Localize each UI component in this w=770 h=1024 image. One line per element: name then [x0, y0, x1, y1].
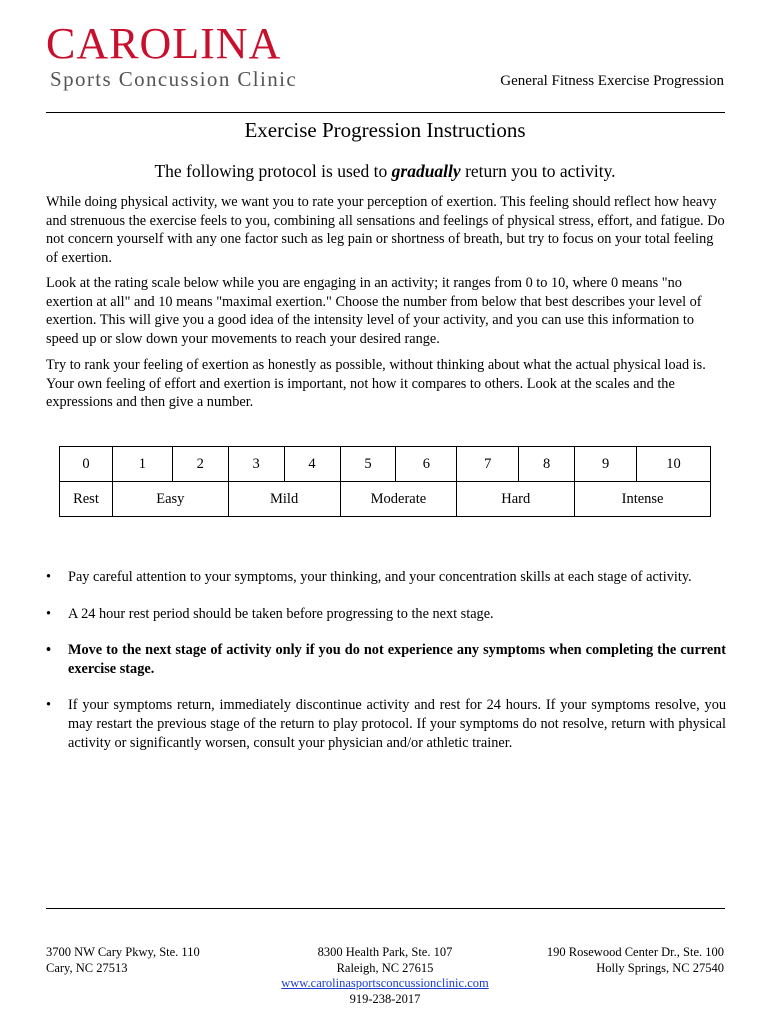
- scale-number: 3: [228, 447, 284, 482]
- address-line: Cary, NC 27513: [46, 960, 128, 975]
- scale-number: 1: [112, 447, 172, 482]
- footer-divider: [46, 908, 725, 909]
- subtitle-emphasis: gradually: [391, 161, 461, 181]
- list-item-text: A 24 hour rest period should be taken before progressing to the next stage.: [68, 605, 494, 622]
- paragraph-rating-scale: Look at the rating scale below while you are engaging in an activity; it ranges from 0 to 10, where 0 means "no exertion at all" and 10 means "maximal exertion." Choose the number from below that best describes your level of exertion. This will give you a good idea of the intensity level of your activity, and you can use this information to speed up or slow down your movements to reach your desired range.: [46, 275, 702, 347]
- scale-label: Moderate: [340, 482, 457, 517]
- clinic-logo: [46, 19, 298, 91]
- footer-address-holly-springs: [547, 945, 724, 976]
- list-item: [46, 605, 726, 624]
- paragraph-honesty: Try to rank your feeling of exertion as honestly as possible, without thinking about what the actual physical load is. Your own feeling of effort and exertion is important, not how it compares to others. Look at the scales and the expressions and then give a number.: [46, 357, 706, 411]
- page-title: Exercise Progression Instructions: [244, 118, 526, 142]
- scale-number: 7: [457, 447, 519, 482]
- address-line: 3700 NW Cary Pkwy, Ste. 110: [46, 945, 200, 959]
- bullet-icon: •: [46, 642, 52, 659]
- list-item: [46, 641, 726, 678]
- address-line: Holly Springs, NC 27540: [596, 960, 724, 975]
- exertion-scale-table: [59, 446, 711, 517]
- scale-number: 5: [340, 447, 396, 482]
- address-line: 8300 Health Park, Ste. 107: [317, 945, 453, 959]
- instruction-list: [46, 568, 726, 770]
- subtitle-post: return you to activity.: [460, 161, 616, 181]
- bullet-icon: •: [46, 569, 52, 585]
- list-item-text: If your symptoms return, immediately discontinue activity and rest for 24 hours. If your symptoms resolve, you may restart the previous stage of the return to play protocol. If your symptoms do not resolve, return with physical activity or significantly worsen, consult your physician and/or athletic trainer.: [68, 697, 726, 751]
- scale-number: 2: [172, 447, 228, 482]
- website-link[interactable]: www.carolinasportsconcussionclinic.com: [281, 976, 489, 990]
- bullet-icon: •: [46, 697, 52, 714]
- list-item: [46, 568, 726, 587]
- list-item: [46, 696, 726, 752]
- logo-subtitle: Sports Concussion Clinic: [50, 67, 298, 91]
- scale-number: 10: [637, 447, 711, 482]
- scale-label-row: [60, 482, 711, 517]
- scale-label: Easy: [112, 482, 228, 517]
- phone-number: 919-238-2017: [349, 991, 421, 1006]
- scale-label: Rest: [60, 482, 113, 517]
- scale-label: Intense: [575, 482, 711, 517]
- list-item-text: Pay careful attention to your symptoms, your thinking, and your concentration skills at each stage of activity.: [68, 569, 692, 585]
- logo-name: CAROLINA: [46, 19, 282, 68]
- subtitle-pre: The following protocol is used to: [154, 161, 392, 181]
- scale-label: Mild: [228, 482, 340, 517]
- bullet-icon: •: [46, 605, 52, 622]
- paragraph-perception: While doing physical activity, we want you to rate your perception of exertion. This feeling should reflect how heavy and strenuous the exercise feels to you, combining all sensations and feelings of physical stress, effort, and fatigue. Do not concern yourself with any one factor such as leg pain or shortness of breath, but try to focus on your total feeling of exertion.: [46, 194, 725, 266]
- scale-number: 4: [284, 447, 340, 482]
- scale-number: 0: [60, 447, 113, 482]
- header-divider: [46, 112, 725, 113]
- scale-label: Hard: [457, 482, 575, 517]
- scale-number: 9: [575, 447, 637, 482]
- page-subtitle: [0, 161, 770, 182]
- scale-number: 6: [396, 447, 457, 482]
- address-line: Raleigh, NC 27615: [336, 960, 434, 975]
- document-label: General Fitness Exercise Progression: [500, 73, 724, 89]
- list-item-text: Move to the next stage of activity only if you do not experience any symptoms when completing the current exercise stage.: [68, 642, 726, 677]
- scale-number-row: [60, 447, 711, 482]
- scale-number: 8: [519, 447, 575, 482]
- address-line: 190 Rosewood Center Dr., Ste. 100: [546, 945, 724, 959]
